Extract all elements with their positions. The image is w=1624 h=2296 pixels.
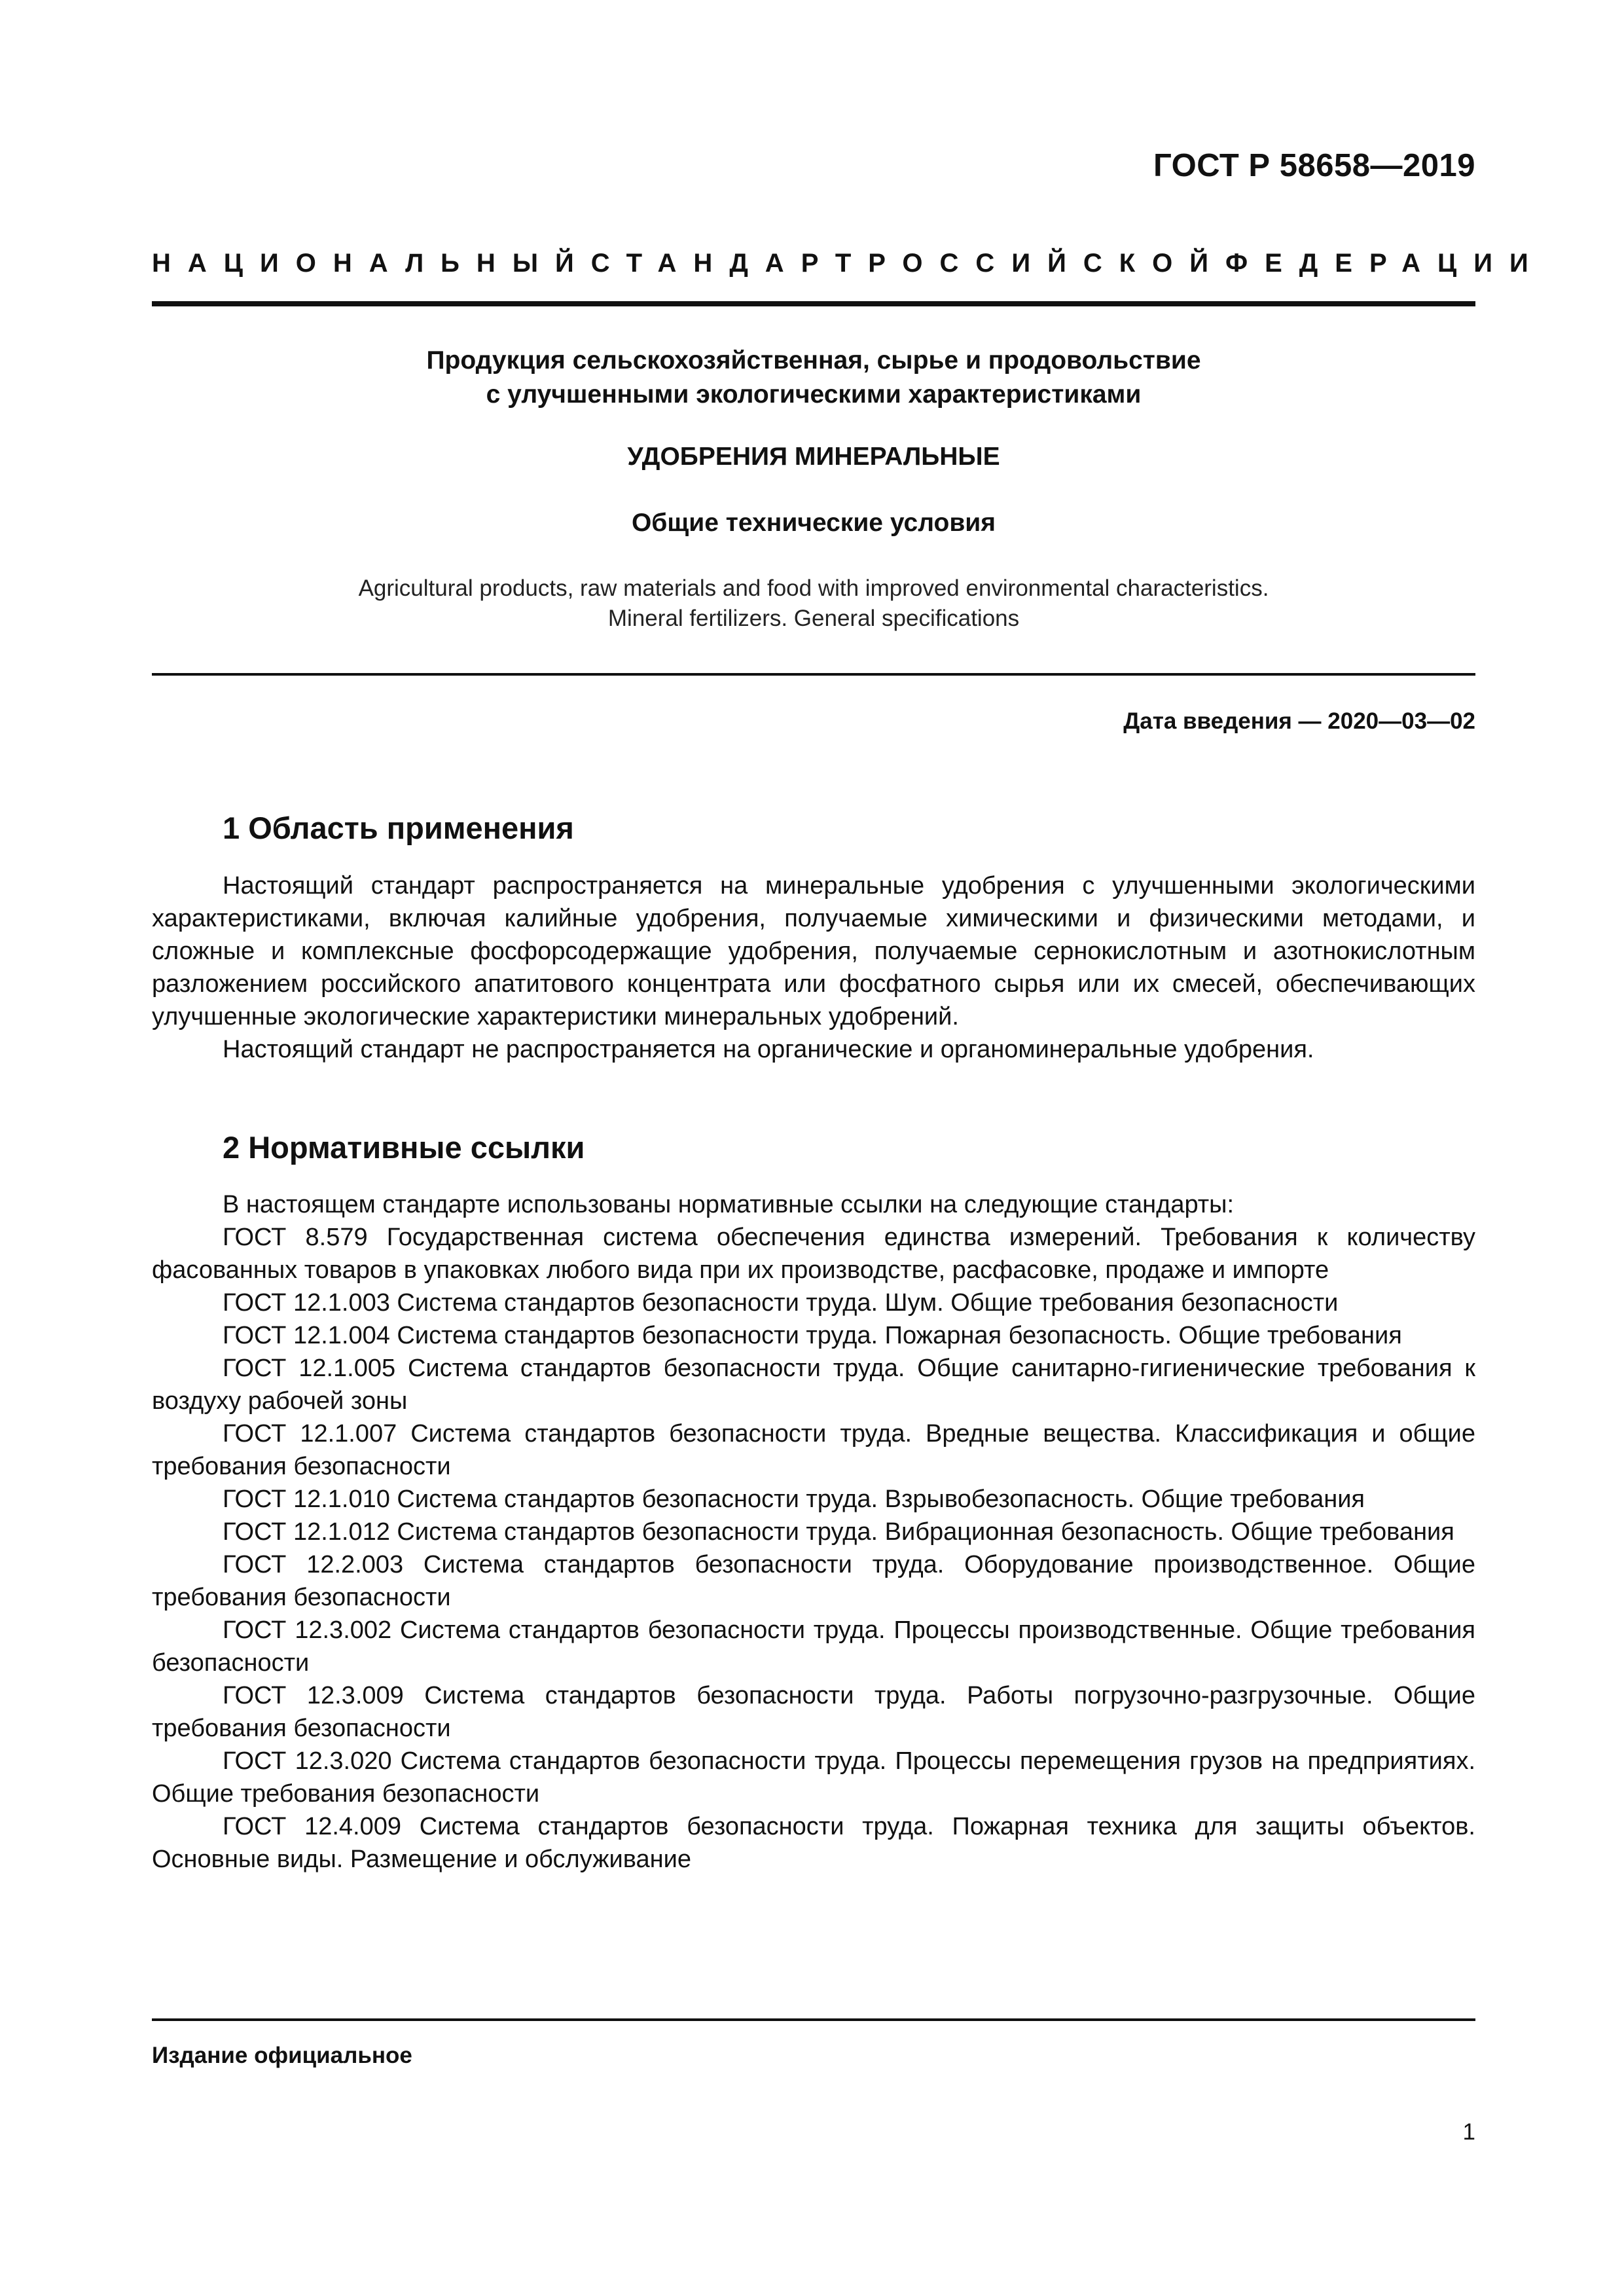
section-1-paragraph-1: Настоящий стандарт распространяется на минеральные удобрения с улучшенными экологическими характеристиками, включая калийные удобрения, получаемые химическими и физическими методами, и сложные и комплексные фосфорсодержащие удобрения, получаемые сернокислотным и азотнокислотным разложением российского апатитового концентрата или фосфатного сырья или их смесей, обеспечивающих улучшенные экологические характеристики минеральных удобрений. bbox=[152, 872, 1475, 1030]
reference-item: ГОСТ 12.1.004 Система стандартов безопасности труда. Пожарная безопасность. Общие требования bbox=[223, 1322, 1402, 1349]
introduction-date: Дата введения — 2020—03—02 bbox=[1123, 708, 1475, 734]
header-thick-rule bbox=[152, 301, 1475, 306]
reference-item: ГОСТ 8.579 Государственная система обеспечения единства измерений. Требования к количеству фасованных товаров в упаковках любого вида при их производстве, расфасовке, продаже и импорте bbox=[152, 1224, 1475, 1284]
national-word-1: НАЦИОНАЛЬНЫЙ bbox=[152, 249, 591, 278]
reference-item: ГОСТ 12.4.009 Система стандартов безопасности труда. Пожарная техника для защиты объектов. Основные виды. Размещение и обслуживание bbox=[152, 1813, 1475, 1873]
reference-item: ГОСТ 12.3.020 Система стандартов безопасности труда. Процессы перемещения грузов на предприятиях. Общие требования безопасности bbox=[152, 1747, 1475, 1808]
section-1-heading: 1 Область применения bbox=[223, 811, 574, 845]
reference-item: ГОСТ 12.1.007 Система стандартов безопасности труда. Вредные вещества. Классификация и общие требования безопасности bbox=[152, 1420, 1475, 1480]
title-en-line-1: Agricultural products, raw materials and food with improved environmental characteristics. bbox=[358, 575, 1269, 601]
title-en-line-2: Mineral fertilizers. General specifications bbox=[607, 606, 1020, 631]
title-ru-line-2: с улучшенными экологическими характеристиками bbox=[486, 380, 1142, 409]
title-russian bbox=[152, 344, 1475, 412]
reference-item: ГОСТ 12.1.003 Система стандартов безопасности труда. Шум. Общие требования безопасности bbox=[223, 1289, 1339, 1317]
document-page bbox=[152, 0, 1545, 2296]
section-2-intro: В настоящем стандарте использованы нормативные ссылки на следующие стандарты: bbox=[223, 1191, 1235, 1218]
section-1-body bbox=[152, 869, 1475, 1066]
page-number: 1 bbox=[1462, 2119, 1475, 2145]
section-1-paragraph-2: Настоящий стандарт не распространяется на органические и органоминеральные удобрения. bbox=[223, 1036, 1314, 1063]
reference-item: ГОСТ 12.1.012 Система стандартов безопасности труда. Вибрационная безопасность. Общие требования bbox=[223, 1518, 1454, 1546]
national-word-4: ФЕДЕРАЦИИ bbox=[1225, 249, 1545, 278]
title-divider bbox=[152, 673, 1475, 676]
national-word-3: РОССИЙСКОЙ bbox=[868, 249, 1225, 278]
reference-item: ГОСТ 12.1.005 Система стандартов безопасности труда. Общие санитарно-гигиенические требования к воздуху рабочей зоны bbox=[152, 1355, 1475, 1415]
reference-item: ГОСТ 12.1.010 Система стандартов безопасности труда. Взрывобезопасность. Общие требования bbox=[223, 1485, 1365, 1513]
title-ru-line-1: Продукция сельскохозяйственная, сырье и продовольствие bbox=[426, 346, 1201, 374]
reference-item: ГОСТ 12.3.009 Система стандартов безопасности труда. Работы погрузочно-разгрузочные. Общие требования безопасности bbox=[152, 1682, 1475, 1742]
reference-item: ГОСТ 12.2.003 Система стандартов безопасности труда. Оборудование производственное. Общие требования безопасности bbox=[152, 1551, 1475, 1611]
footer-divider bbox=[152, 2018, 1475, 2021]
title-caps: УДОБРЕНИЯ МИНЕРАЛЬНЫЕ bbox=[627, 443, 1000, 471]
edition-label: Издание официальное bbox=[152, 2043, 412, 2068]
section-2-body bbox=[152, 1188, 1475, 1876]
standard-number: ГОСТ Р 58658—2019 bbox=[1153, 148, 1475, 183]
national-word-2: СТАНДАРТ bbox=[590, 249, 869, 278]
national-standard-title bbox=[152, 249, 1545, 278]
section-2-heading: 2 Нормативные ссылки bbox=[223, 1130, 585, 1165]
title-subtitle: Общие технические условия bbox=[631, 509, 996, 537]
title-english bbox=[152, 574, 1475, 634]
reference-item: ГОСТ 12.3.002 Система стандартов безопасности труда. Процессы производственные. Общие требования безопасности bbox=[152, 1616, 1475, 1677]
